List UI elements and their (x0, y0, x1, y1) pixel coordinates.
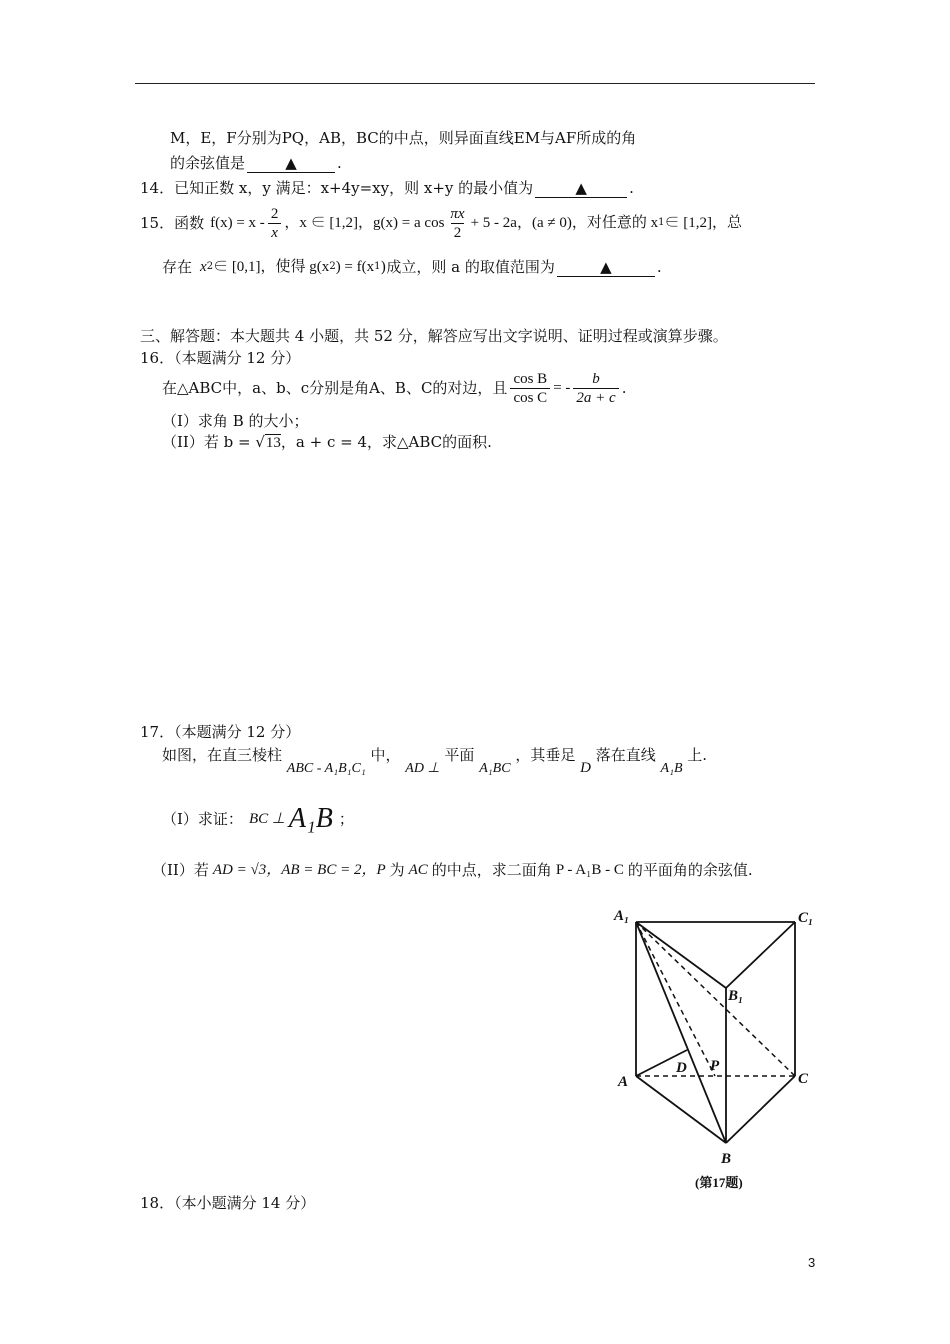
frac-den: cos C (510, 388, 550, 407)
answer-mark: ▲ (575, 179, 587, 197)
q13-prefix: 的余弦值是 (170, 154, 246, 172)
q17-part2-b: 为 (389, 861, 405, 879)
frac-num: πx (450, 205, 465, 222)
q16-part1 (162, 411, 309, 431)
prism-figure (600, 900, 830, 1200)
label-b1: B₁ (728, 988, 744, 1004)
q15-g-frac (447, 205, 467, 242)
q17-stem-a: 如图，在直三棱柱 (162, 746, 283, 764)
q17-part2 (152, 855, 753, 885)
q16-header-text: 16．（本题满分 12 分） (140, 349, 301, 367)
q18-header-text: 18．（本小题满分 14 分） (140, 1194, 316, 1212)
q17-part1-a1b: A₁B (288, 803, 333, 834)
edge-cb (726, 1076, 795, 1143)
edge-c1b1 (726, 922, 795, 988)
subscript: 2 (206, 261, 214, 272)
q17-stem-d: ，其垂足 (515, 746, 576, 764)
q17-part1-a: （I）求证： (162, 810, 243, 828)
subscript: 1 (658, 217, 665, 228)
q13-text: M，E，F分别为PQ，AB，BC的中点，则异面直线EM与AF所成的角 (170, 129, 637, 147)
q15-suffix: . (656, 258, 662, 276)
segment-a1p-hidden (636, 922, 715, 1076)
q17-part2-d: 的平面角的余弦值. (627, 861, 753, 879)
q17-stem-f: 上. (687, 746, 708, 764)
frac-num: 2 (270, 205, 279, 222)
q16-end: . (621, 379, 627, 397)
q17-header (140, 722, 300, 742)
frac-num: cos B (513, 370, 548, 387)
q17-part2-a: （II）若 (152, 861, 209, 879)
label-a: A (618, 1074, 629, 1090)
q17-part1-end: ； (338, 810, 354, 828)
q16-stem-text: 在△ABC中，a、b、c分别是角A、B、C的对边，且 (162, 379, 508, 397)
q15-x1-dom: ∈ [1,2]，总 (664, 215, 742, 231)
q15-f-frac (268, 205, 282, 242)
q15-line2 (162, 252, 662, 282)
q16-eq: = - (553, 380, 571, 396)
question-15 (140, 200, 742, 246)
q15-eq: ) = f(x (335, 259, 375, 275)
q17-plane: A₁BC (479, 761, 511, 776)
q16-part2-a: （II）若 b = (162, 433, 256, 451)
q17-part2-ac: AC (408, 862, 428, 878)
page-number: 3 (808, 1255, 816, 1270)
section-3-heading (140, 326, 728, 346)
subscript: 1 (374, 261, 381, 272)
q15-line2-b: )成立，则 a 的取值范围为 (380, 258, 555, 276)
q16-frac2 (573, 370, 618, 407)
answer-blank (557, 258, 655, 277)
q15-x-dom: ，x ∈ [1,2]，g(x) = a cos (284, 215, 445, 231)
q16-frac1 (510, 370, 550, 407)
q16-sqrt: 13 (265, 435, 281, 451)
answer-mark: ▲ (600, 257, 612, 276)
frac-den: x (268, 223, 281, 242)
q13-line2 (170, 153, 342, 173)
header-rule (135, 83, 815, 84)
answer-blank (535, 179, 627, 198)
q17-line-a1b: A₁B (660, 761, 683, 776)
q13-line1 (170, 128, 636, 148)
q17-part1-bc: BC ⊥ (248, 811, 285, 827)
q16-part2-b: ，a + c = 4，求△ABC的面积. (280, 433, 492, 451)
q16-part1-text: （I）求角 B 的大小； (162, 412, 309, 430)
q15-x2-dom: ∈ [0,1]，使得 g(x (213, 259, 330, 275)
label-d: D (676, 1060, 687, 1076)
q14-suffix: . (629, 179, 634, 197)
question-14 (140, 178, 634, 198)
q15-line2-a: 存在 (162, 258, 193, 276)
frac-den: 2 (451, 223, 465, 242)
q15-number: 15． (140, 214, 175, 232)
answer-mark: ▲ (285, 154, 297, 172)
label-a1: A₁ (614, 908, 630, 924)
q16-header (140, 348, 300, 368)
figure-caption: (第17题) (695, 1175, 743, 1190)
q17-stem-b: 中， (370, 746, 401, 764)
q15-x2: x (200, 259, 207, 275)
section-heading-text: 三、解答题：本大题共 4 小题，共 52 分，解答应写出文字说明、证明过程或演算步骤。 (140, 327, 728, 345)
q14-text: 已知正数 x，y 满足：x+4y=xy，则 x+y 的最小值为 (174, 179, 534, 197)
label-b: B (721, 1151, 732, 1167)
q17-stem-e: 落在直线 (595, 746, 656, 764)
q18-header (140, 1193, 315, 1213)
q17-header-text: 17．（本题满分 12 分） (140, 723, 301, 741)
q17-part2-c: 的中点，求二面角 (431, 861, 552, 879)
q17-stem-c: 平面 (444, 746, 475, 764)
q17-part2-values: AD = √3，AB = BC = 2，P (212, 862, 386, 878)
q17-ad-perp: AD ⊥ (405, 761, 440, 776)
subscript: 2 (329, 261, 336, 272)
q14-number: 14． (140, 179, 175, 197)
label-c: C (798, 1071, 809, 1087)
answer-blank (247, 154, 335, 173)
q16-stem (162, 366, 626, 410)
label-p: P (710, 1058, 720, 1074)
label-c1: C₁ (798, 910, 814, 926)
frac-den: 2a + c (573, 388, 618, 407)
q17-prism: ABC - A₁B₁C₁ (286, 761, 366, 776)
q17-point-d: D (580, 760, 591, 776)
q15-text: 函数 (174, 214, 205, 232)
q17-stem (162, 745, 707, 779)
q17-part1 (162, 802, 354, 836)
q15-f-def: f(x) = x - (210, 215, 265, 231)
q16-part2: （II）若 b = √13，a + c = 4，求△ABC的面积. (162, 433, 492, 451)
frac-num: b (592, 370, 600, 387)
q13-suffix: . (337, 154, 342, 172)
q15-g-rest: + 5 - 2a，(a ≠ 0)，对任意的 x (470, 215, 659, 231)
q17-part2-angle: P - A₁B - C (555, 862, 624, 878)
